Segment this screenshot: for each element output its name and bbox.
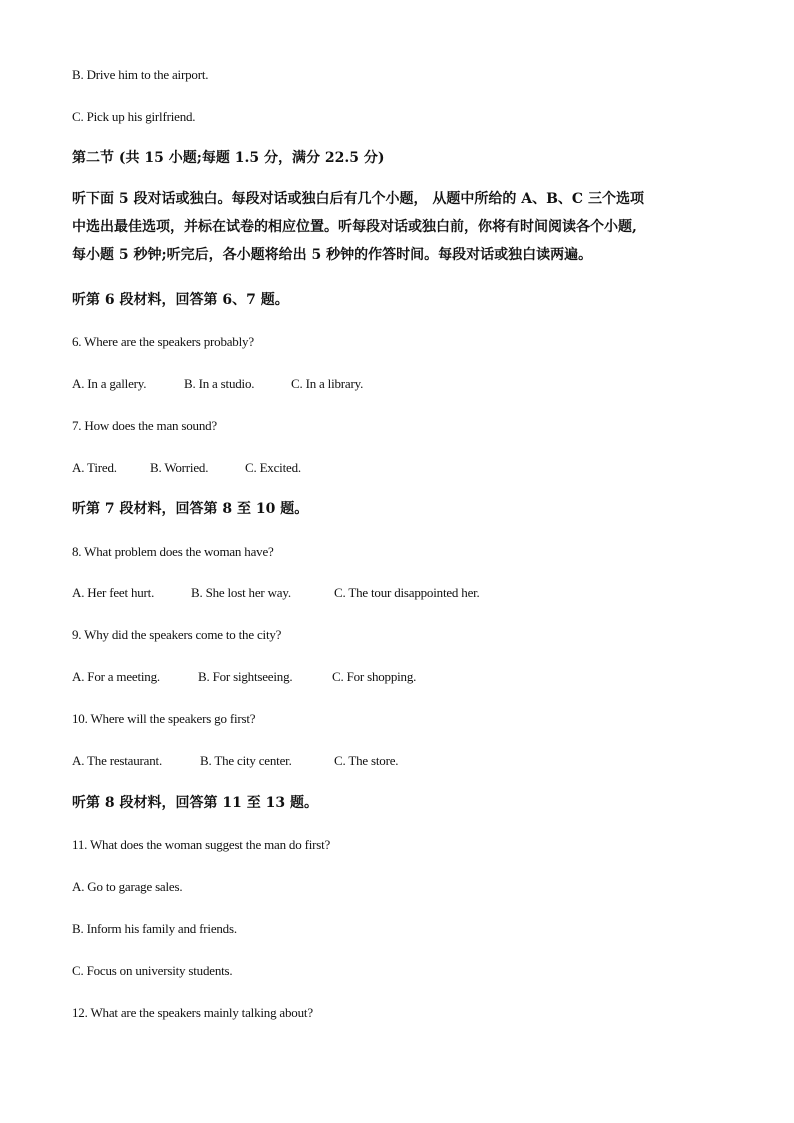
question-8-options [72,584,480,602]
option-c: C. The tour disappointed her. [334,585,480,600]
question-11-option-b: B. Inform his family and friends. [72,921,237,936]
question-9-options [72,668,416,686]
option-a: A. For a meeting. [72,669,160,684]
option-b: B. She lost her way. [191,585,291,600]
instructions-line: 中选出最佳选项，并标在试卷的相应位置。听每段对话或独白前，你将有时间阅读各个小题, [72,219,637,235]
option-a: A. The restaurant. [72,753,163,768]
question-9: 9. Why did the speakers come to the city? [72,627,282,642]
question-7-options [72,459,301,477]
material-8-heading: 听第 8 段材料，回答第 11 至 13 题。 [72,795,318,811]
question-12: 12. What are the speakers mainly talking about? [72,1005,313,1020]
option-c: C. The store. [334,753,399,768]
material-7-heading: 听第 7 段材料，回答第 8 至 10 题。 [72,501,309,517]
question-6: 6. Where are the speakers probably? [72,334,254,349]
question-11-option-c: C. Focus on university students. [72,963,233,978]
q5-option-c: C. Pick up his girlfriend. [72,109,196,124]
option-b: B. For sightseeing. [198,669,293,684]
option-c: C. For shopping. [332,669,417,684]
option-b: B. In a studio. [184,376,255,391]
option-b: B. Worried. [150,460,209,475]
question-7: 7. How does the man sound? [72,418,217,433]
option-a: A. In a gallery. [72,376,147,391]
question-10: 10. Where will the speakers go first? [72,711,256,726]
option-a: A. Tired. [72,460,117,475]
material-6-heading: 听第 6 段材料，回答第 6、7 题。 [72,292,289,308]
question-10-options [72,752,398,770]
question-11: 11. What does the woman suggest the man do first? [72,837,331,852]
option-a: A. Her feet hurt. [72,585,155,600]
question-6-options [72,375,363,393]
question-8: 8. What problem does the woman have? [72,544,274,559]
option-c: C. In a library. [291,376,364,391]
q5-option-b: B. Drive him to the airport. [72,67,209,82]
instructions-line: 听下面 5 段对话或独白。每段对话或独白后有几个小题， 从题中所给的 A、B、C 三个选项 [72,191,644,207]
section-instructions [72,185,722,269]
section-title: 第二节 (共 15 小题;每题 1.5 分，满分 22.5 分) [72,150,385,166]
option-c: C. Excited. [245,460,301,475]
instructions-line: 每小题 5 秒钟;听完后，各小题将给出 5 秒钟的作答时间。每段对话或独白读两遍。 [72,247,593,263]
question-11-option-a: A. Go to garage sales. [72,879,183,894]
option-b: B. The city center. [200,753,292,768]
